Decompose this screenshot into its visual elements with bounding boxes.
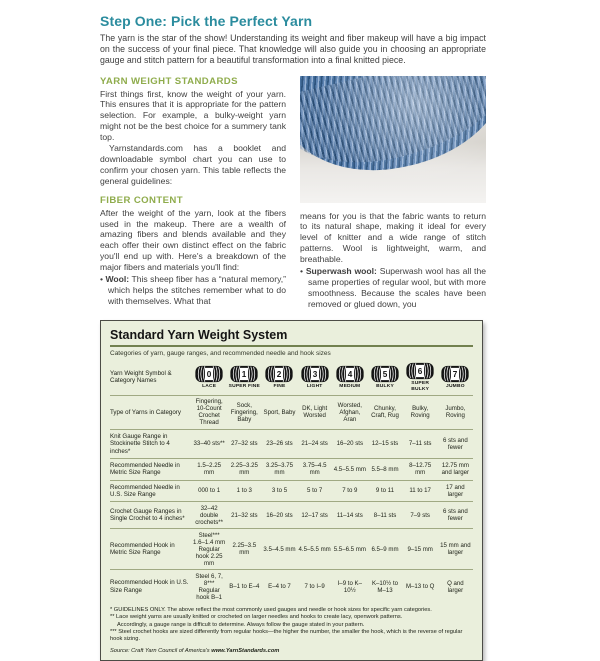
table-cell: 6.5–9 mm (371, 545, 399, 553)
row-label: Type of Yarns in Category (110, 408, 181, 416)
table-cell: 8–12.75 mm (409, 462, 432, 477)
weight-paragraph-1: First things first, know the weight of your yarn. This ensures that it is appropriate for the pattern selection. For example, a bulky-weight yarn might not be the best choice for a summery tank top. (100, 88, 286, 143)
yarn-skein-icon (300, 365, 330, 383)
table-cell: 1.5–2.25 mm (197, 462, 221, 477)
table-cell: 5 to 7 (307, 487, 323, 495)
yarn-skein-icon (370, 365, 400, 383)
table-cell: Steel 6, 7, 8*** Regular hook B–1 (195, 572, 223, 601)
source-line (110, 648, 473, 654)
wool-continuation: means for you is that the fabric wants to return to its natural shape, making it ideal for every level of knitter and a wide range of stitch patterns. Wool is lightweight, warm, and breathable. (300, 210, 486, 265)
fiber-paragraph-1: After the weight of the yarn, look at the fibers used in the makeup. There are a wealth of amazing fibers and blends available and they each offer their own distinct effect on the fabric you'll end up with. Here's a breakdown of the major fibers and materials you'll find: (100, 207, 286, 273)
two-column-section (100, 76, 486, 310)
svg-text:4: 4 (347, 370, 353, 380)
table-cell: Fingering, 10-Count Crochet Thread (195, 398, 223, 427)
table-cell: B–1 to E–4 (229, 583, 260, 591)
yarn-skein-icon (229, 365, 259, 383)
table-cell: 1 to 3 (236, 487, 252, 495)
svg-text:1: 1 (242, 370, 247, 380)
table-cell: 4.5–5.5 mm (333, 465, 366, 473)
footnote-line: Accordingly, a gauge range is difficult to determine. Always follow the gauge stated in your pattern. (117, 621, 365, 628)
wool-term: Wool: (105, 274, 130, 285)
table-cell: 21–32 sts (231, 511, 258, 519)
yarn-skein-icon (440, 365, 470, 383)
superwash-bullet (300, 266, 486, 310)
table-cell: I–9 to K–10½ (337, 579, 363, 594)
table-cell: 3.25–3.75 mm (265, 462, 294, 477)
table-cell: 7–11 sts (408, 440, 432, 448)
left-column (100, 76, 286, 310)
yarn-weight-table (100, 320, 483, 661)
page-title: Step One: Pick the Perfect Yarn (100, 13, 313, 29)
superwash-text: Superwash wool has all the same properties of regular wool, but with more smoothness. Because the scales have been removed or glued down, you (308, 266, 486, 309)
table-cell: Bulky, Roving (410, 405, 430, 420)
source-prefix: Source: Craft Yarn Council of America's (110, 647, 212, 654)
table-cell: 4.5–5.5 mm (298, 545, 331, 553)
table-row (110, 529, 473, 570)
table-cell: 5.5–6.5 mm (333, 545, 366, 553)
superwash-term: Superwash wool: (305, 266, 377, 277)
svg-text:6: 6 (417, 367, 423, 377)
table-cell: 16–20 sts (336, 440, 364, 448)
svg-text:0: 0 (206, 370, 212, 380)
row-label: Yarn Weight Symbol & Category Names (110, 370, 172, 385)
weight-paragraph-2: Yarnstandards.com has a booklet and downloadable symbol chart you can use to confirm your chosen yarn. This table reflects the general guidelines: (100, 143, 286, 186)
yarn-category-name: SUPER BULKY (411, 381, 430, 392)
yarn-category-cell (403, 360, 438, 396)
table-row (110, 502, 473, 529)
yarn-sheen-highlight (300, 76, 486, 203)
table-cell: DK, Light Worsted (302, 405, 328, 420)
row-label: Recommended Hook in U.S. Size Range (110, 579, 189, 594)
table-cell: E–4 to 7 (268, 583, 291, 591)
yarn-category-name: MEDIUM (339, 383, 361, 389)
yarn-category-name: LACE (202, 383, 217, 389)
yarn-category-cell (262, 360, 297, 396)
yarn-symbols-row (110, 360, 473, 396)
table-cell: 16–20 sts (266, 511, 293, 519)
svg-text:3: 3 (312, 370, 317, 380)
table-row (110, 570, 473, 604)
table-row (110, 458, 473, 480)
row-label: Recommended Hook in Metric Size Range (110, 541, 175, 557)
table-row (110, 429, 473, 458)
table-cell: 5.5–8 mm (371, 465, 399, 473)
yarn-weight-standards-heading: YARN WEIGHT STANDARDS (100, 75, 238, 87)
table-cell: 6 sts and fewer (443, 436, 468, 451)
table-cell: 23–26 sts (266, 440, 293, 448)
table-row (110, 395, 473, 429)
table-cell: 2.25–3.25 mm (230, 462, 258, 477)
table-cell: M–13 to Q (405, 583, 435, 591)
yarn-category-name: BULKY (376, 383, 394, 389)
table-title-rule (110, 345, 473, 347)
table-cell: 12.75 mm and larger (441, 462, 470, 477)
yarn-category-cell (438, 360, 473, 396)
table-cell: Chunky, Craft, Rug (371, 405, 399, 420)
row-label: Recommended Needle in U.S. Size Range (110, 483, 180, 498)
table-cell: Sport, Baby (263, 408, 296, 416)
yarn-skein-icon (405, 362, 435, 380)
footnote-line: *** Steel crochet hooks are sized differently from regular hooks—the higher the number, the smaller the hook, which is the reverse of regular hook sizing. (110, 629, 463, 643)
wool-text: This sheep fiber has a “natural memory,” which helps the stitches remember what to do with themselves. What that (108, 274, 286, 306)
table-cell: Jumbo, Roving (445, 405, 466, 420)
table-cell: 15 mm and larger (440, 542, 471, 557)
svg-text:5: 5 (382, 370, 388, 380)
table-cell: 8–11 sts (373, 511, 397, 519)
footnote-line: * GUIDELINES ONLY. The above reflect the most commonly used gauges and needle or hook sizes for specific yarn categories. (110, 607, 432, 614)
table-cell: 2.25–3.5 mm (232, 542, 257, 557)
yarn-category-name: JUMBO (446, 383, 465, 389)
document-page (100, 13, 486, 661)
row-label: Knit Gauge Range in Stockinette Stitch to 4 inches* (110, 432, 170, 455)
table-title: Standard Yarn Weight System (110, 327, 288, 342)
table-cell: 6 sts and fewer (443, 508, 468, 523)
right-column (300, 76, 486, 310)
table-cell: 32–42 double crochets** (195, 504, 224, 526)
fiber-content-heading: FIBER CONTENT (100, 194, 184, 206)
table-cell: Worsted, Afghan, Aran (337, 401, 362, 423)
yarn-category-cell (297, 360, 332, 396)
yarn-category-cell (192, 360, 227, 396)
yarn-category-name: SUPER FINE (228, 383, 260, 389)
table-cell: K–10½ to M–13 (371, 579, 399, 594)
yarn-skein-icon (264, 365, 294, 383)
svg-text:7: 7 (453, 370, 458, 380)
wool-bullet (100, 274, 286, 307)
blue-yarn-photo (300, 76, 486, 203)
table-footnotes (110, 607, 473, 643)
yarn-skein-icon (335, 365, 365, 383)
table-cell: 12–15 sts (371, 440, 399, 448)
footnote-line: ** Lace weight yarns are usually knitted or crocheted on larger needles and hooks to create lacy, openwork patterns. (110, 614, 403, 621)
yarn-skein-icon (194, 365, 224, 383)
table-cell: Sock, Fingering, Baby (230, 401, 258, 423)
table-cell: 17 and larger (446, 483, 465, 498)
table-cell: 3.75–4.5 mm (302, 462, 327, 477)
yarn-category-name: LIGHT (306, 383, 323, 389)
table-subtitle: Categories of yarn, gauge ranges, and recommended needle and hook sizes (110, 349, 331, 357)
table-cell: 3.5–4.5 mm (263, 545, 296, 553)
table-cell: 7 to I–9 (304, 583, 325, 591)
yarn-category-cell (367, 360, 402, 396)
table-row (110, 480, 473, 502)
intro-paragraph: The yarn is the star of the show! Understanding its weight and fiber makeup will have a big impact on the success of your final piece. That knowledge will also guide you in choosing an appropriate gauge and stitch pattern for a beautiful transformation into a final knitted piece. (100, 33, 486, 66)
table-cell: 9–15 mm (407, 545, 433, 553)
row-label: Crochet Gauge Ranges in Single Crochet to 4 inches* (110, 507, 185, 523)
table-cell: 33–40 sts** (193, 440, 225, 448)
table-cell: Steel*** 1.6–1.4 mm Regular hook 2.25 mm (193, 531, 226, 567)
table-cell: 27–32 sts (231, 440, 258, 448)
source-url: www.YarnStandards.com (211, 647, 280, 654)
table-cell: 7–9 sts (410, 511, 430, 519)
table-cell: 000 to 1 (198, 487, 221, 495)
table-cell: 7 to 9 (342, 487, 358, 495)
table-cell: 11 to 17 (409, 487, 431, 495)
yarn-category-cell (332, 360, 367, 396)
table-cell: 12–17 sts (301, 511, 328, 519)
table-cell: 11–14 sts (336, 511, 363, 519)
yarn-category-name: FINE (273, 383, 286, 389)
yarn-category-cell (227, 360, 262, 396)
svg-text:2: 2 (277, 370, 282, 380)
table-cell: 9 to 11 (375, 487, 395, 495)
table-cell: Q and larger (447, 579, 464, 594)
row-label: Recommended Needle in Metric Size Range (110, 461, 180, 477)
table-cell: 21–24 sts (301, 440, 328, 448)
table-cell: 3 to 5 (271, 487, 288, 495)
yarn-weight-grid (110, 360, 473, 603)
